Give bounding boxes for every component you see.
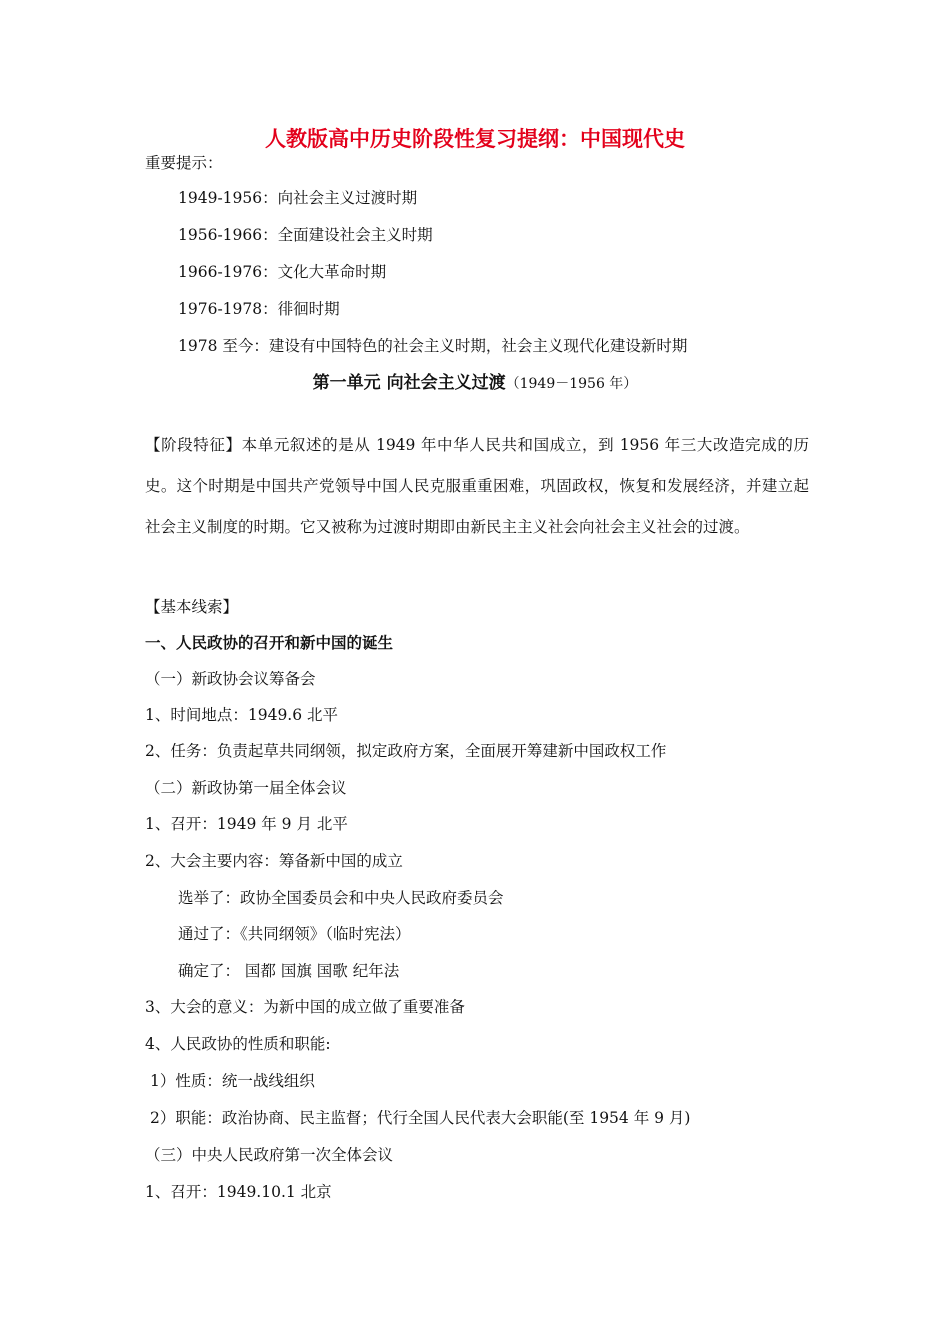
- outline-item: 2、任务：负责起草共同纲领，拟定政府方案，全面展开筹建新中国政权工作: [145, 742, 667, 760]
- unit-heading: [0, 372, 950, 395]
- outline-item: 1、召开：1949.10.1 北京: [145, 1183, 332, 1201]
- outline-subitem: 选举了：政协全国委员会和中央人民政府委员会: [178, 889, 504, 907]
- period-item: 1976-1978：徘徊时期: [178, 300, 340, 318]
- document-title: 人教版高中历史阶段性复习提纲：中国现代史: [265, 127, 685, 151]
- unit-title: 第一单元 向社会主义过渡: [312, 373, 506, 393]
- period-item: 1978 至今：建设有中国特色的社会主义时期，社会主义现代化建设新时期: [178, 337, 688, 355]
- stage-feature-paragraph: 【阶段特征】本单元叙述的是从 1949 年中华人民共和国成立，到 1956 年三大改造完成的历史。这个时期是中国共产党领导中国人民克服重重困难，巩固政权，恢复和发展经济，并建立起社会主义制度的时期。它又被称为过渡时期即由新民主主义社会向社会主义社会的过渡。: [145, 436, 809, 536]
- outline-item: 1、时间地点：1949.6 北平: [145, 706, 339, 724]
- outline-item: 1、召开：1949 年 9 月 北平: [145, 815, 348, 833]
- outline-item: 3、大会的意义：为新中国的成立做了重要准备: [145, 998, 465, 1016]
- outline-item: （三）中央人民政府第一次全体会议: [145, 1146, 394, 1164]
- outline-subitem: 2）职能：政治协商、民主监督；代行全国人民代表大会职能(至 1954 年 9 月): [150, 1109, 691, 1127]
- tips-label: 重要提示：: [145, 154, 223, 172]
- outline-subitem: 1）性质：统一战线组织: [150, 1072, 315, 1090]
- period-item: 1949-1956：向社会主义过渡时期: [178, 189, 418, 207]
- outline-item: 4、人民政协的性质和职能:: [145, 1035, 331, 1053]
- period-item: 1956-1966：全面建设社会主义时期: [178, 226, 433, 244]
- clue-label: 【基本线索】: [145, 598, 239, 616]
- outline-subitem: 通过了：《共同纲领》（临时宪法）: [178, 925, 411, 943]
- section-heading: 一、人民政协的召开和新中国的诞生: [145, 634, 394, 652]
- period-item: 1966-1976：文化大革命时期: [178, 263, 387, 281]
- outline-item: （一）新政协会议筹备会: [145, 670, 316, 688]
- unit-years: （1949－1956 年）: [505, 376, 638, 392]
- outline-item: （二）新政协第一届全体会议: [145, 779, 347, 797]
- outline-item: 2、大会主要内容：筹备新中国的成立: [145, 852, 403, 870]
- outline-subitem: 确定了： 国都 国旗 国歌 纪年法: [178, 962, 400, 980]
